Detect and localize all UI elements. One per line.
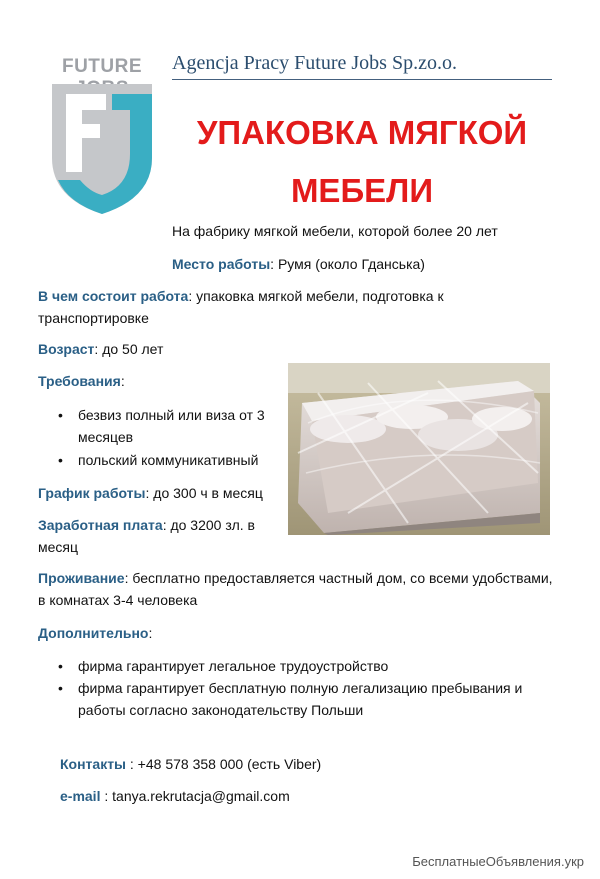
email-label: e-mail bbox=[60, 788, 101, 804]
schedule-value: : до 300 ч в месяц bbox=[145, 485, 263, 501]
bullet-icon: • bbox=[58, 658, 63, 674]
company-logo bbox=[46, 56, 158, 216]
logo-emblem bbox=[46, 80, 158, 218]
salary-value-line2: месяц bbox=[38, 539, 79, 555]
email-row bbox=[60, 785, 290, 807]
requirements-heading bbox=[38, 370, 125, 392]
title-line-1: УПАКОВКА МЯГКОЙ bbox=[196, 114, 528, 151]
agency-name: Agencja Pracy Future Jobs Sp.zo.o. bbox=[172, 52, 457, 74]
salary-value-line1: : до 3200 зл. в bbox=[162, 517, 255, 533]
additional-colon: : bbox=[148, 625, 153, 641]
job-value-line2: транспортировке bbox=[38, 310, 149, 326]
job-row bbox=[38, 285, 444, 307]
additional-1-line1: фирма гарантирует легальное трудоустройство bbox=[78, 658, 389, 674]
age-label: Возраст bbox=[38, 341, 95, 357]
contacts-row bbox=[60, 753, 321, 775]
age-value: : до 50 лет bbox=[94, 341, 164, 357]
workplace-value: : Румя (около Гданська) bbox=[270, 256, 425, 272]
site-watermark: БесплатныеОбъявления.укр bbox=[412, 854, 584, 869]
housing-value-line1: : бесплатно предоставляется частный дом, со всеми удобствами, bbox=[124, 570, 553, 586]
bullet-icon: • bbox=[58, 407, 63, 423]
requirements-colon: : bbox=[120, 373, 125, 389]
job-value-line1: : упаковка мягкой мебели, подготовка к bbox=[188, 288, 444, 304]
housing-value-line2: в комнатах 3-4 человека bbox=[38, 592, 198, 608]
intro-text: На фабрику мягкой мебели, которой более 20 лет bbox=[172, 223, 498, 239]
workplace-row bbox=[172, 253, 425, 275]
requirements-label: Требования bbox=[38, 373, 121, 389]
schedule-row bbox=[38, 482, 263, 504]
requirement-1-line1: безвиз полный или виза от 3 bbox=[78, 407, 265, 423]
page-title bbox=[172, 104, 552, 220]
salary-row bbox=[38, 514, 255, 536]
additional-2-line2: работы согласно законодательству Польши bbox=[78, 702, 364, 718]
additional-2-line1: фирма гарантирует бесплатную полную легализацию пребывания и bbox=[78, 680, 523, 696]
bullet-icon: • bbox=[58, 452, 63, 468]
job-label: В чем состоит работа bbox=[38, 288, 189, 304]
schedule-label: График работы bbox=[38, 485, 146, 501]
housing-row bbox=[38, 567, 553, 589]
bullet-icon: • bbox=[58, 680, 63, 696]
contacts-value: : +48 578 358 000 (есть Viber) bbox=[126, 756, 322, 772]
furniture-photo bbox=[288, 363, 550, 535]
salary-label: Заработная плата bbox=[38, 517, 163, 533]
age-row bbox=[38, 338, 163, 360]
requirement-1-line2: месяцев bbox=[78, 429, 134, 445]
additional-heading bbox=[38, 622, 152, 644]
logo-text: FUTURE bbox=[61, 56, 143, 77]
title-line-2: МЕБЕЛИ bbox=[290, 172, 434, 209]
additional-label: Дополнительно bbox=[38, 625, 149, 641]
contacts-label: Контакты bbox=[60, 756, 127, 772]
requirement-2-line1: польский коммуникативный bbox=[78, 452, 259, 468]
header-divider bbox=[172, 79, 552, 80]
housing-label: Проживание bbox=[38, 570, 125, 586]
workplace-label: Место работы bbox=[172, 256, 271, 272]
email-value: : tanya.rekrutacja@gmail.com bbox=[100, 788, 290, 804]
